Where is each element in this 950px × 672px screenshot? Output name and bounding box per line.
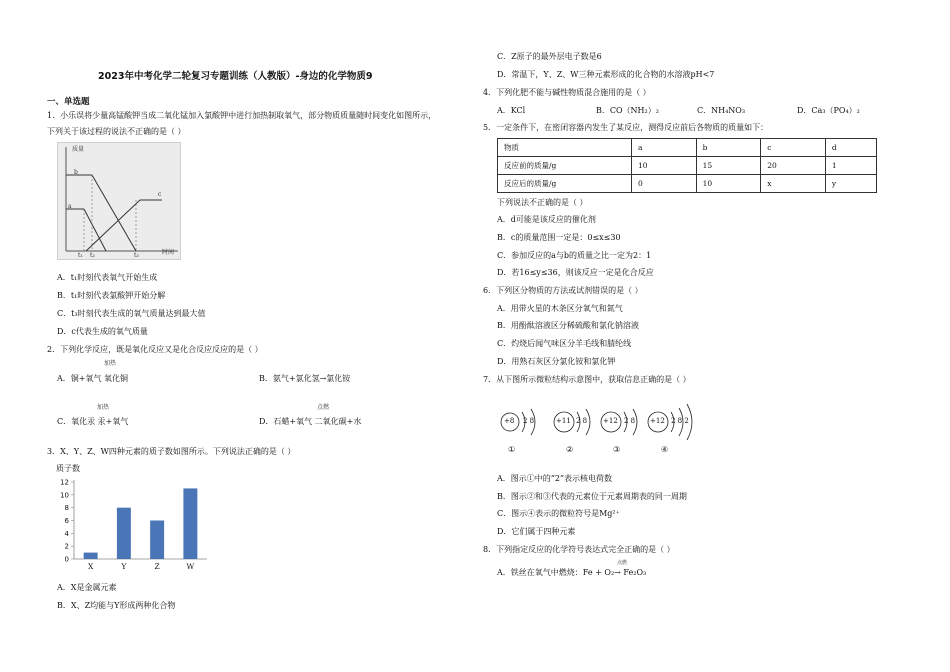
- q3-option-d: D．常温下，Y、Z、W三种元素形成的化合物的水溶液pH<7: [497, 70, 715, 79]
- q7-option-a: A．图示①中的“2”表示核电荷数: [497, 474, 613, 483]
- q1-option-c: C．t₃时刻代表生成的氧气质量达到最大值: [57, 309, 206, 318]
- atom-4-shells: 2 8 2: [671, 417, 689, 425]
- atom-1-nucleus: +8: [504, 417, 515, 425]
- q1-label-b: b: [74, 169, 78, 176]
- bar-W: [183, 488, 197, 559]
- table-cell: x: [761, 175, 826, 193]
- bar-X: [84, 553, 98, 559]
- q7-option-b: B．图示②和③代表的元素位于元素周期表的同一周期: [497, 492, 687, 501]
- atom-1-label: ①: [508, 445, 516, 454]
- q5-option-a: A．d可能是该反应的催化剂: [497, 215, 596, 224]
- x-tick-label: W: [186, 562, 195, 571]
- q1-stem-line1: 1．小乐误将少量高锰酸钾当成二氧化锰加入氯酸钾中进行加热制取氧气，部分物质质量随时间变化如图所示，: [47, 111, 437, 120]
- q2-a-condition: 加热: [104, 360, 117, 367]
- q2-option-a: A．铜+氧气 氧化铜: [57, 374, 129, 383]
- q2-d-condition: 点燃: [317, 404, 330, 411]
- table-cell: c: [761, 139, 826, 157]
- q4-stem: 4．下列化肥不能与碱性物质混合施用的是（ ）: [483, 88, 651, 97]
- table-cell: a: [632, 139, 697, 157]
- atom-3-shells: 2 8: [624, 417, 636, 425]
- atom-3-label: ③: [613, 445, 621, 454]
- atom-3-nucleus: +12: [603, 417, 618, 425]
- q7-stem: 7．从下图所示微粒结构示意图中，获取信息正确的是（ ）: [483, 375, 691, 384]
- q3-option-b: B．X、Z均能与Y形成两种化合物: [57, 601, 176, 610]
- table-cell: 10: [632, 157, 697, 175]
- q1-ylabel: 质量: [72, 146, 85, 153]
- q6-stem: 6．下列区分物质的方法或试剂错误的是（ ）: [483, 286, 643, 295]
- q5-option-d: D．若16≤y≤36，则该反应一定是化合反应: [497, 268, 654, 277]
- q6-option-a: A．用带火星的木条区分氧气和氮气: [497, 304, 623, 313]
- q3-proton-bar-chart: [52, 462, 212, 577]
- q2-option-c: C．氧化汞 汞+氧气: [57, 417, 129, 426]
- curve-a-fall: [84, 209, 106, 251]
- table-row: [498, 139, 877, 157]
- q5-after: 下列说法不正确的是（ ）: [497, 198, 588, 207]
- q7-option-d: D．它们属于四种元素: [497, 527, 576, 536]
- y-tick-label: 8: [64, 504, 69, 513]
- y-tick-label: 12: [60, 478, 69, 487]
- q1-label-t3: t₃: [134, 252, 139, 259]
- q1-option-d: D．c代表生成的氧气质量: [57, 327, 148, 336]
- q2-option-b: B．氨气+氯化氢→氯化铵: [259, 374, 351, 383]
- atom-1-shells: 2 8: [523, 417, 535, 425]
- q1-option-a: A．t₁时刻代表氧气开始生成: [57, 273, 158, 282]
- q4-option-a: A．KCl: [497, 106, 526, 115]
- q2-c-condition: 加热: [97, 404, 110, 411]
- atom-4-nucleus: +12: [650, 417, 665, 425]
- q1-label-c: c: [158, 191, 162, 198]
- q5-option-c: C．参加反应的a与b的质量之比一定为2：1: [497, 251, 652, 260]
- table-cell: 0: [632, 175, 697, 193]
- table-cell: 1: [825, 157, 876, 175]
- q1-chart-svg: [58, 143, 182, 261]
- q3-option-a: A．X是金属元素: [57, 583, 117, 592]
- q1-xlabel: 时间: [162, 249, 175, 256]
- q4-option-c: C．NH₄NO₃: [697, 106, 746, 115]
- y-tick-label: 2: [64, 542, 69, 551]
- q8-option-a: A．铁丝在氧气中燃烧：Fe + O₂→ Fe₂O₃: [497, 568, 647, 577]
- y-tick-label: 0: [64, 555, 69, 564]
- table-cell: 10: [696, 175, 761, 193]
- table-cell: 反应后的质量/g: [498, 175, 632, 193]
- table-cell: b: [696, 139, 761, 157]
- q1-label-a: a: [68, 203, 72, 210]
- bar-Y: [117, 508, 131, 559]
- y-tick-label: 10: [60, 491, 69, 500]
- q6-option-d: D．用熟石灰区分氯化铵和氯化钾: [497, 357, 616, 366]
- x-tick-label: Z: [154, 562, 160, 571]
- q1-label-t1: t₁: [78, 252, 83, 259]
- y-tick-label: 6: [64, 517, 69, 525]
- atom-4-label: ④: [661, 445, 669, 454]
- section-heading: 一、单选题: [47, 97, 90, 107]
- q5-stem: 5．一定条件下，在密闭容器内发生了某反应，测得反应前后各物质的质量如下：: [483, 123, 769, 132]
- q6-option-b: B．用酚酞溶液区分稀硫酸和氯化钠溶液: [497, 321, 639, 330]
- page-title: 2023年中考化学二轮复习专题训练（人教版）-身边的化学物质9: [98, 71, 373, 82]
- q5-mass-table: [497, 138, 877, 193]
- q1-mass-time-chart: [57, 142, 181, 260]
- table-cell: 15: [696, 157, 761, 175]
- q1-label-t2: t₂: [90, 252, 95, 259]
- q1-option-b: B．t₁时刻代表氯酸钾开始分解: [57, 291, 166, 300]
- table-cell: 20: [761, 157, 826, 175]
- atom-2-nucleus: +11: [556, 417, 571, 425]
- q8-stem: 8．下列指定反应的化学符号表达式完全正确的是（ ）: [483, 545, 675, 554]
- q7-option-c: C．图示④表示的微粒符号是Mg²⁺: [497, 509, 620, 518]
- q8-a-condition: 点燃: [617, 560, 628, 566]
- table-cell: y: [825, 175, 876, 193]
- x-tick-label: X: [87, 562, 94, 571]
- atom-2-shells: 2 8: [576, 417, 588, 425]
- table-row: [498, 175, 877, 193]
- table-row: [498, 157, 877, 175]
- chart-title: 质子数: [56, 464, 80, 473]
- q3-option-c: C．Z原子的最外层电子数是6: [497, 52, 602, 61]
- y-tick-label: 4: [64, 529, 69, 538]
- q6-option-c: C．灼烧后闻气味区分羊毛线和腈纶线: [497, 339, 632, 348]
- q5-option-b: B．c的质量范围一定是：0≤x≤30: [497, 233, 621, 242]
- x-tick-label: Y: [121, 562, 127, 571]
- atom-2-label: ②: [566, 445, 574, 454]
- q2-stem: 2．下列化学反应，既是氧化反应又是化合反应反应的是（ ）: [47, 345, 263, 354]
- q4-option-b: B．CO（NH₂）₂: [596, 106, 659, 115]
- q3-stem: 3．X、Y、Z、W四种元素的质子数如图所示。下列说法正确的是（ ）: [47, 447, 296, 456]
- table-cell: 物质: [498, 139, 632, 157]
- q1-stem-line2: 下列关于该过程的说法不正确的是（ ）: [47, 127, 186, 136]
- q2-option-d: D．石蜡+氧气 二氧化碳+水: [259, 417, 362, 426]
- table-cell: d: [825, 139, 876, 157]
- table-cell: 反应前的质量/g: [498, 157, 632, 175]
- bar-Z: [150, 521, 164, 560]
- q4-option-d: D．Ca₃（PO₄）₂: [797, 106, 860, 115]
